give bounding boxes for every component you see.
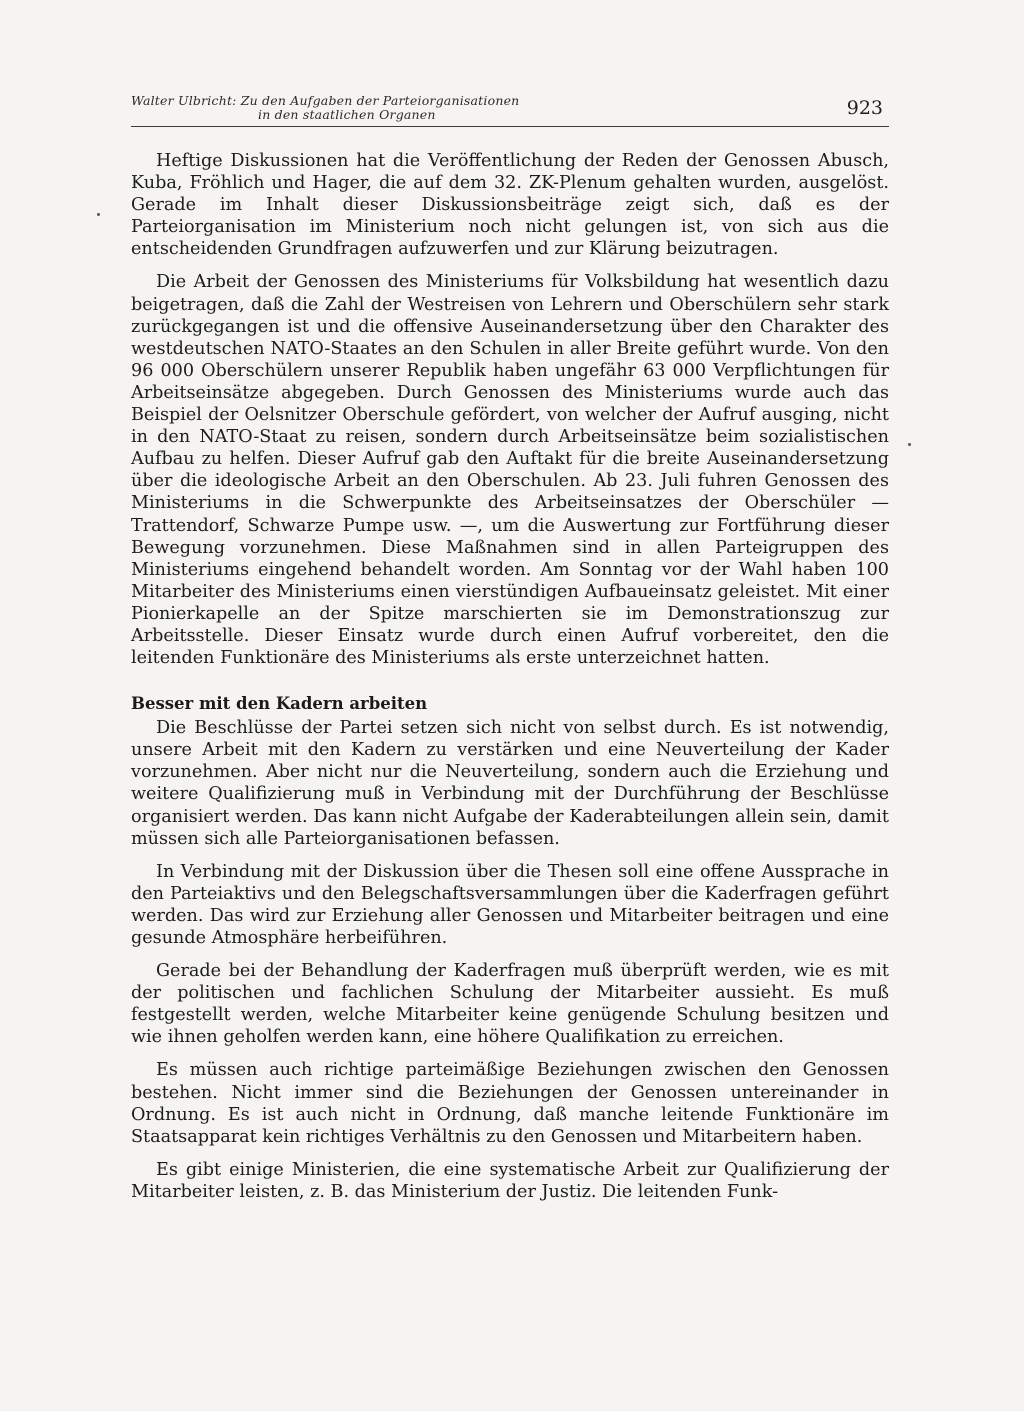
paragraph-4: In Verbindung mit der Diskussion über die Thesen soll eine offene Aussprache in den Parteiaktivs und den Belegschaftsversammlungen über die Kaderfragen geführt werden. Das wird zur Erziehung aller Genossen und Mitarbeiter beitragen und eine gesunde Atmosphäre herbeiführen. [131, 861, 889, 948]
paragraph-7: Es gibt einige Ministerien, die eine systematische Arbeit zur Qualifizierung der Mitarbeiter leisten, z. B. das Ministerium der Justiz. Die leitenden Funk- [131, 1159, 889, 1202]
header-rule [131, 126, 889, 127]
paragraph-3: Die Beschlüsse der Partei setzen sich nicht von selbst durch. Es ist notwendig, unsere Arbeit mit den Kadern zu verstärken und eine Neuverteilung der Kader vorzunehmen. Aber nicht nur die Neuverteilung, sondern auch die Erziehung und weitere Qualifizierung muß in Verbindung mit der Durchführung der Beschlüsse organisiert werden. Das kann nicht Aufgabe der Kaderabteilungen allein sein, damit müssen sich alle Parteiorganisationen befassen. [131, 718, 889, 849]
paragraph-5: Gerade bei der Behandlung der Kaderfragen muß überprüft werden, wie es mit der politischen und fachlichen Schulung der Mitarbeiter aussieht. Es muß festgestellt werden, welche Mitarbeiter keine genügende Schulung besitzen und wie ihnen geholfen werden kann, eine höhere Qualifikation zu erreichen. [131, 961, 889, 1048]
section-heading: Besser mit den Kadern arbeiten [131, 694, 428, 714]
running-head-line-2: in den staatlichen Organen [258, 107, 436, 122]
paragraph-1: Heftige Diskussionen hat die Veröffentlichung der Reden der Genossen Abusch, Kuba, Fröhlich und Hager, die auf dem 32. ZK-Plenum gehalten wurden, ausgelöst. Gerade im Inhalt dieser Diskussionsbeiträge zeigt sich, daß es der Parteiorganisation im Ministerium noch nicht gelungen ist, von sich aus die entscheidenden Grundfragen aufzuwerfen und zur Klärung beizutragen. [131, 151, 889, 260]
body-text [131, 150, 889, 1214]
paragraph-6: Es müssen auch richtige parteimäßige Beziehungen zwischen den Genossen bestehen. Nicht immer sind die Beziehungen der Genossen untereinander in Ordnung. Es ist auch nicht in Ordnung, daß manche leitende Funktionäre im Staatsapparat kein richtiges Verhältnis zu den Genossen und Mitarbeitern haben. [131, 1060, 889, 1147]
running-head [131, 94, 519, 122]
print-speck [908, 443, 911, 446]
print-speck [97, 213, 100, 216]
paragraph-2: Die Arbeit der Genossen des Ministeriums für Volksbildung hat wesentlich dazu beigetragen, daß die Zahl der Westreisen von Lehrern und Oberschülern sehr stark zurückgegangen ist und die offensive Auseinandersetzung über den Charakter des westdeutschen NATO-Staates an den Schulen in aller Breite geführt wurde. Von den 96 000 Oberschülern unserer Republik haben ungefähr 63 000 Verpflichtungen für Arbeitseinsätze abgegeben. Durch Genossen des Ministeriums wurde auch das Beispiel der Oelsnitzer Oberschule gefördert, von welcher der Aufruf ausging, nicht in den NATO-Staat zu reisen, sondern durch Arbeitseinsätze beim sozialistischen Aufbau zu helfen. Dieser Aufruf gab den Auftakt für die breite Auseinandersetzung über die ideologische Arbeit an den Oberschulen. Ab 23. Juli fuhren Genossen des Ministeriums in die Schwerpunkte des Arbeitseinsatzes der Oberschüler — Trattendorf, Schwarze Pumpe usw. —, um die Auswertung zur Fortführung dieser Bewegung vorzunehmen. Diese Maßnahmen sind in allen Parteigruppen des Ministeriums eingehend behandelt worden. Am Sonntag vor der Wahl haben 100 Mitarbeiter des Ministeriums einen vierstündigen Aufbaueinsatz geleistet. Mit einer Pionierkapelle an der Spitze marschierten sie im Demonstrationszug zur Arbeitsstelle. Dieser Einsatz wurde durch einen Aufruf vorbereitet, den die leitenden Funktionäre des Ministeriums als erste unterzeichnet hatten. [131, 272, 889, 669]
page-number: 923 [846, 97, 883, 119]
page-header [131, 94, 889, 128]
running-head-line-1: Walter Ulbricht: Zu den Aufgaben der Parteiorganisationen [131, 93, 520, 108]
